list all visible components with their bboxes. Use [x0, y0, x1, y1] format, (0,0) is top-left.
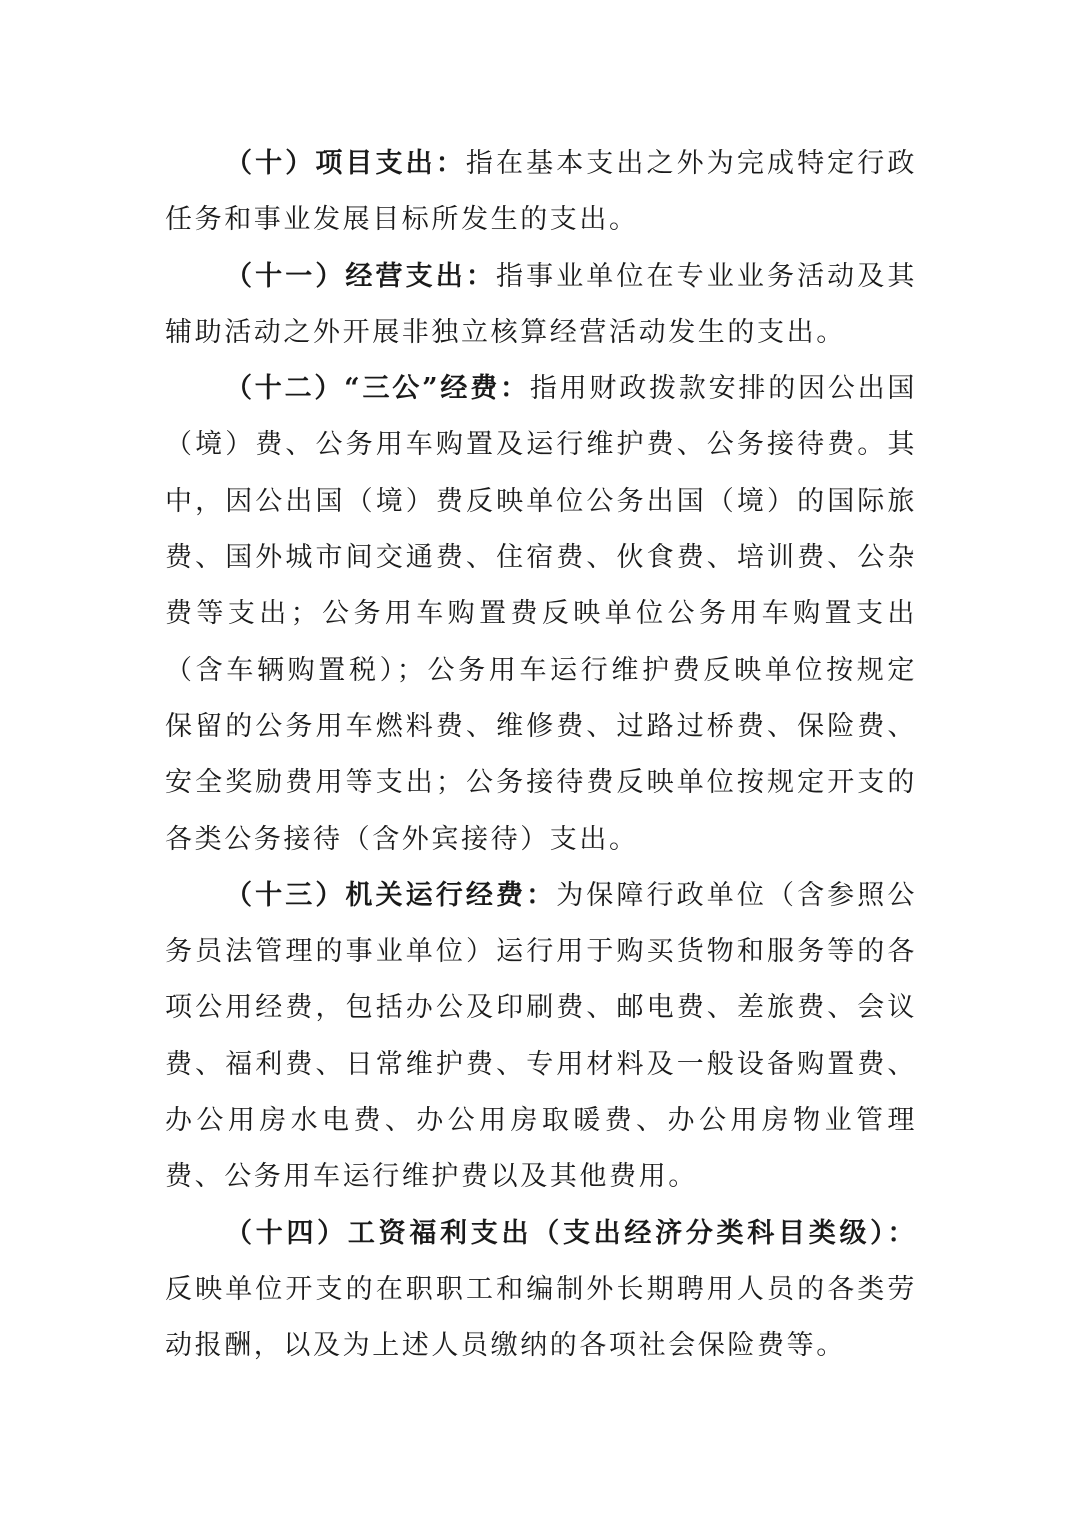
document-body [165, 136, 917, 1375]
term-definition: 反映单位开支的在职职工和编制外长期聘用人员的各类劳动报酬，以及为上述人员缴纳的各项社会保险费等。 [165, 1273, 917, 1362]
paragraph-operating-expenditure [165, 249, 917, 362]
paragraph-project-expenditure [165, 136, 917, 249]
term-definition: 指事业单位在专业业务活动及其辅助活动之外开展非独立核算经营活动发生的支出。 [165, 260, 917, 348]
term-definition: 指在基本支出之外为完成特定行政任务和事业发展目标所发生的支出。 [165, 148, 917, 236]
term-definition: 为保障行政单位（含参照公务员法管理的事业单位）运行用于购买货物和服务等的各项公用经费，包括办公及印刷费、邮电费、差旅费、会议费、福利费、日常维护费、专用材料及一般设备购置费、办公用房水电费、办公用房取暖费、办公用房物业管理费、公务用车运行维护费以及其他费用。 [165, 879, 917, 1193]
term-heading: （十三）机关运行经费： [225, 879, 557, 911]
term-heading: （十四）工资福利支出（支出经济分类科目类级）： [225, 1217, 917, 1249]
term-definition: 指用财政拨款安排的因公出国（境）费、公务用车购置及运行维护费、公务接待费。其中，因公出国（境）费反映单位公务出国（境）的国际旅费、国外城市间交通费、住宿费、伙食费、培训费、公杂费等支出；公务用车购置费反映单位公务用车购置支出（含车辆购置税）；公务用车运行维护费反映单位按规定保留的公务用车燃料费、维修费、过路过桥费、保险费、安全奖励费用等支出；公务接待费反映单位按规定开支的各类公务接待（含外宾接待）支出。 [165, 373, 917, 855]
paragraph-three-public-expenses [165, 361, 917, 868]
paragraph-agency-operating-funds [165, 868, 917, 1206]
term-heading: （十二）“三公”经费： [225, 373, 530, 405]
term-heading: （十）项目支出： [225, 148, 466, 179]
paragraph-wages-welfare-expenditure [165, 1206, 917, 1375]
term-heading: （十一）经营支出： [225, 260, 496, 292]
